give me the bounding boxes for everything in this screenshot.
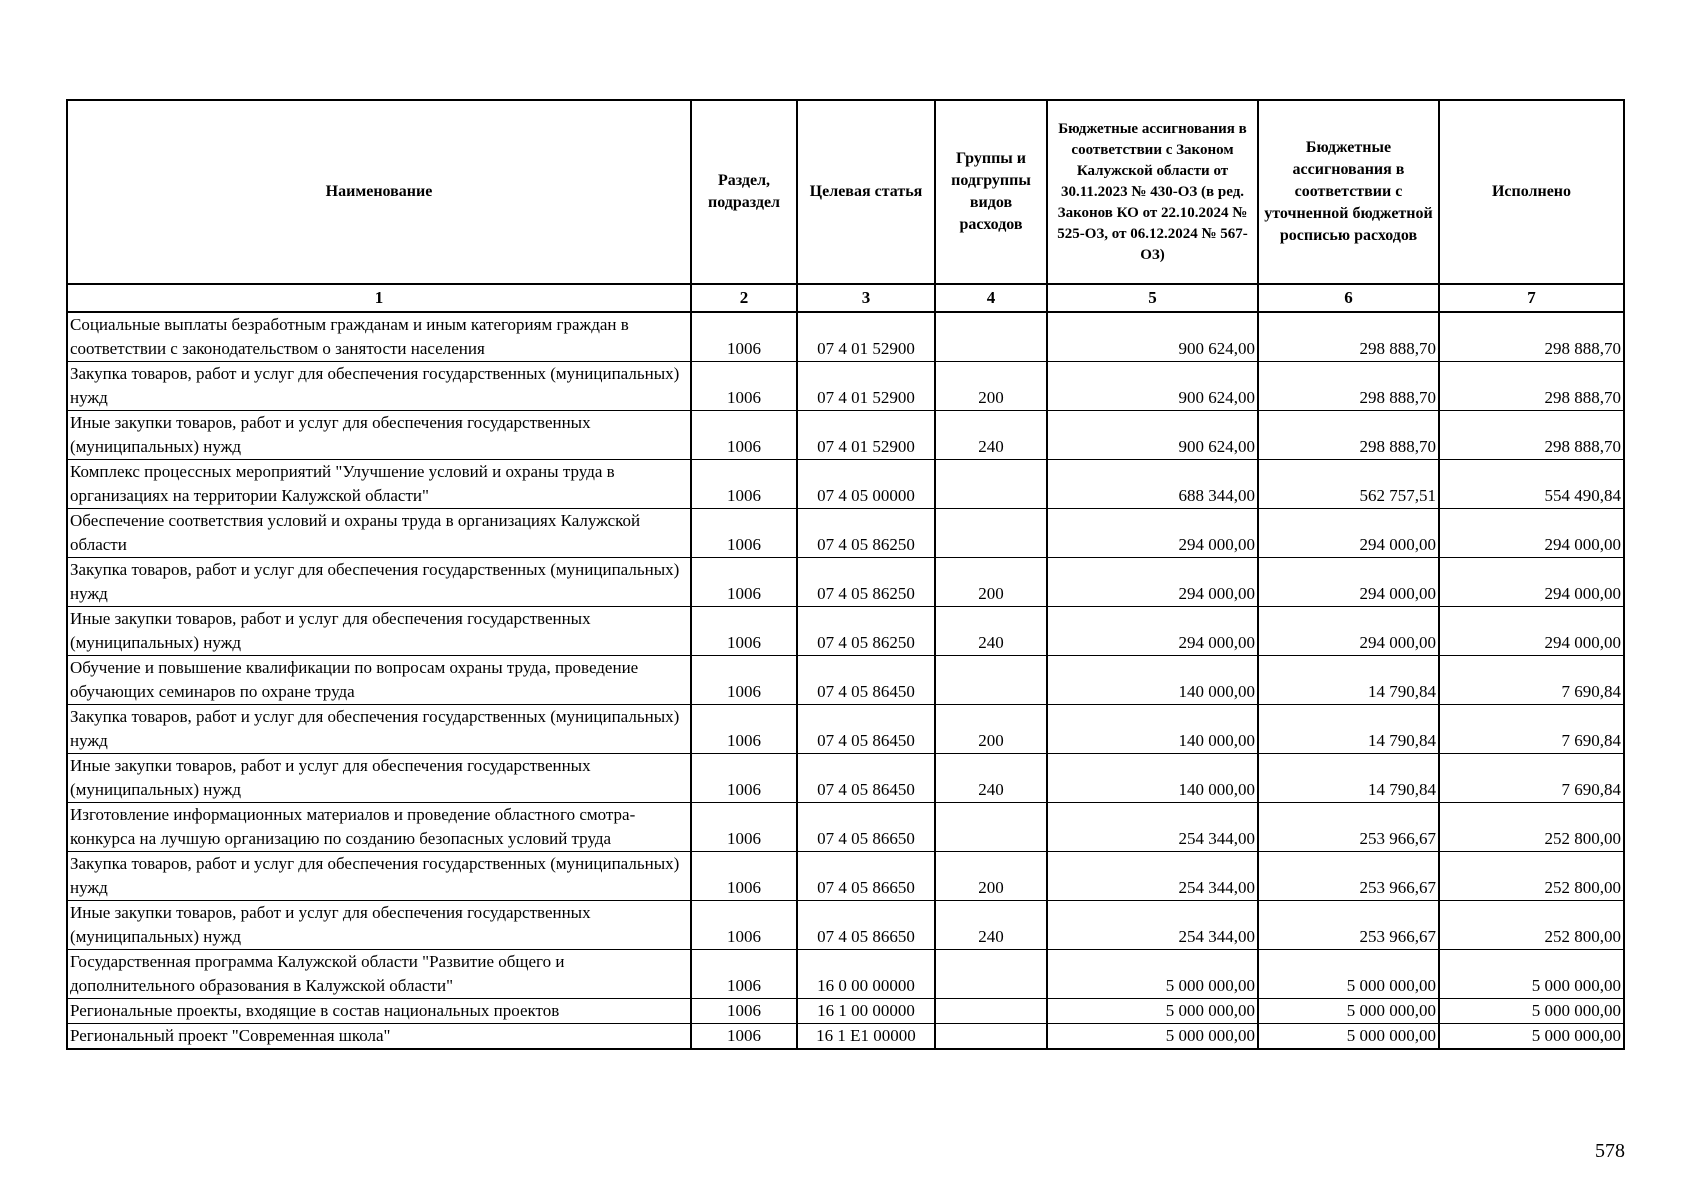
table-row (67, 705, 1624, 754)
cell-expense-group (935, 950, 1047, 999)
cell-executed: 252 800,00 (1439, 803, 1624, 852)
cell-target-article: 07 4 01 52900 (797, 362, 935, 411)
cell-executed: 294 000,00 (1439, 607, 1624, 656)
cell-law-allocation: 900 624,00 (1047, 312, 1258, 362)
cell-section: 1006 (691, 705, 797, 754)
cell-refined-allocation: 253 966,67 (1258, 852, 1439, 901)
cell-target-article: 16 1 00 00000 (797, 999, 935, 1024)
column-number: 4 (935, 284, 1047, 312)
cell-law-allocation: 294 000,00 (1047, 509, 1258, 558)
cell-expense-group: 240 (935, 901, 1047, 950)
table-row (67, 656, 1624, 705)
cell-target-article: 16 1 Е1 00000 (797, 1024, 935, 1050)
cell-section: 1006 (691, 901, 797, 950)
cell-expense-group: 200 (935, 705, 1047, 754)
cell-law-allocation: 254 344,00 (1047, 803, 1258, 852)
cell-executed: 298 888,70 (1439, 362, 1624, 411)
cell-executed: 7 690,84 (1439, 656, 1624, 705)
table-row (67, 509, 1624, 558)
cell-law-allocation: 140 000,00 (1047, 754, 1258, 803)
cell-refined-allocation: 562 757,51 (1258, 460, 1439, 509)
cell-executed: 554 490,84 (1439, 460, 1624, 509)
cell-target-article: 07 4 05 86250 (797, 558, 935, 607)
cell-law-allocation: 900 624,00 (1047, 362, 1258, 411)
cell-expense-group (935, 656, 1047, 705)
cell-target-article: 07 4 05 00000 (797, 460, 935, 509)
cell-section: 1006 (691, 509, 797, 558)
cell-refined-allocation: 294 000,00 (1258, 558, 1439, 607)
cell-target-article: 07 4 05 86450 (797, 754, 935, 803)
cell-name: Комплекс процессных мероприятий "Улучшение условий и охраны труда в организациях на территории Калужской области" (67, 460, 691, 509)
cell-refined-allocation: 14 790,84 (1258, 754, 1439, 803)
cell-name: Иные закупки товаров, работ и услуг для обеспечения государственных (муниципальных) нужд (67, 607, 691, 656)
cell-section: 1006 (691, 312, 797, 362)
table-row (67, 607, 1624, 656)
cell-executed: 298 888,70 (1439, 312, 1624, 362)
cell-section: 1006 (691, 362, 797, 411)
cell-refined-allocation: 298 888,70 (1258, 411, 1439, 460)
table-row (67, 803, 1624, 852)
column-number: 7 (1439, 284, 1624, 312)
cell-executed: 7 690,84 (1439, 705, 1624, 754)
cell-section: 1006 (691, 999, 797, 1024)
column-number: 5 (1047, 284, 1258, 312)
cell-expense-group: 200 (935, 558, 1047, 607)
cell-section: 1006 (691, 950, 797, 999)
cell-law-allocation: 140 000,00 (1047, 656, 1258, 705)
column-number: 3 (797, 284, 935, 312)
cell-name: Социальные выплаты безработным гражданам и иным категориям граждан в соответствии с законодательством о занятости населения (67, 312, 691, 362)
cell-target-article: 07 4 05 86650 (797, 901, 935, 950)
column-number: 2 (691, 284, 797, 312)
cell-law-allocation: 254 344,00 (1047, 852, 1258, 901)
page-number: 578 (1595, 1140, 1625, 1162)
cell-refined-allocation: 14 790,84 (1258, 656, 1439, 705)
header-target-article: Целевая статья (797, 100, 935, 284)
cell-expense-group: 240 (935, 607, 1047, 656)
cell-expense-group (935, 999, 1047, 1024)
cell-law-allocation: 254 344,00 (1047, 901, 1258, 950)
cell-expense-group (935, 460, 1047, 509)
table-row (67, 558, 1624, 607)
header-expense-group: Группы и подгруппы видов расходов (935, 100, 1047, 284)
header-law-allocations: Бюджетные ассигнования в соответствии с Законом Калужской области от 30.11.2023 № 430-ОЗ (в ред. Законов КО от 22.10.2024 № 525-ОЗ, от 06.12.2024 № 567-ОЗ) (1047, 100, 1258, 284)
cell-law-allocation: 140 000,00 (1047, 705, 1258, 754)
cell-name: Региональные проекты, входящие в состав национальных проектов (67, 999, 691, 1024)
cell-refined-allocation: 5 000 000,00 (1258, 1024, 1439, 1050)
table-row (67, 312, 1624, 362)
header-executed: Исполнено (1439, 100, 1624, 284)
cell-name: Изготовление информационных материалов и проведение областного смотра-конкурса на лучшую организацию по созданию безопасных условий труда (67, 803, 691, 852)
cell-law-allocation: 900 624,00 (1047, 411, 1258, 460)
cell-name: Иные закупки товаров, работ и услуг для обеспечения государственных (муниципальных) нужд (67, 901, 691, 950)
cell-target-article: 07 4 05 86450 (797, 705, 935, 754)
cell-refined-allocation: 298 888,70 (1258, 312, 1439, 362)
cell-section: 1006 (691, 803, 797, 852)
cell-expense-group: 200 (935, 362, 1047, 411)
cell-target-article: 07 4 05 86250 (797, 607, 935, 656)
cell-section: 1006 (691, 656, 797, 705)
cell-executed: 252 800,00 (1439, 901, 1624, 950)
cell-executed: 5 000 000,00 (1439, 950, 1624, 999)
cell-law-allocation: 294 000,00 (1047, 607, 1258, 656)
cell-section: 1006 (691, 460, 797, 509)
cell-name: Закупка товаров, работ и услуг для обеспечения государственных (муниципальных) нужд (67, 852, 691, 901)
header-section: Раздел, подраздел (691, 100, 797, 284)
table-row (67, 999, 1624, 1024)
cell-target-article: 07 4 05 86650 (797, 852, 935, 901)
cell-target-article: 07 4 05 86250 (797, 509, 935, 558)
table-row (67, 754, 1624, 803)
cell-refined-allocation: 5 000 000,00 (1258, 950, 1439, 999)
column-number: 1 (67, 284, 691, 312)
cell-law-allocation: 5 000 000,00 (1047, 1024, 1258, 1050)
cell-refined-allocation: 253 966,67 (1258, 901, 1439, 950)
table-header-row (67, 100, 1624, 284)
cell-law-allocation: 294 000,00 (1047, 558, 1258, 607)
cell-name: Региональный проект "Современная школа" (67, 1024, 691, 1050)
cell-refined-allocation: 294 000,00 (1258, 509, 1439, 558)
table-row (67, 950, 1624, 999)
cell-target-article: 07 4 01 52900 (797, 312, 935, 362)
cell-executed: 294 000,00 (1439, 509, 1624, 558)
cell-name: Закупка товаров, работ и услуг для обеспечения государственных (муниципальных) нужд (67, 558, 691, 607)
cell-section: 1006 (691, 607, 797, 656)
cell-target-article: 07 4 05 86650 (797, 803, 935, 852)
cell-expense-group: 240 (935, 411, 1047, 460)
cell-name: Обучение и повышение квалификации по вопросам охраны труда, проведение обучающих семинаров по охране труда (67, 656, 691, 705)
column-number: 6 (1258, 284, 1439, 312)
cell-refined-allocation: 14 790,84 (1258, 705, 1439, 754)
table-body (67, 312, 1624, 1049)
cell-section: 1006 (691, 411, 797, 460)
cell-law-allocation: 688 344,00 (1047, 460, 1258, 509)
cell-section: 1006 (691, 1024, 797, 1050)
cell-refined-allocation: 5 000 000,00 (1258, 999, 1439, 1024)
cell-refined-allocation: 294 000,00 (1258, 607, 1439, 656)
table-column-numbers-row (67, 284, 1624, 312)
cell-law-allocation: 5 000 000,00 (1047, 999, 1258, 1024)
cell-name: Обеспечение соответствия условий и охраны труда в организациях Калужской области (67, 509, 691, 558)
cell-expense-group: 240 (935, 754, 1047, 803)
cell-section: 1006 (691, 754, 797, 803)
table-row (67, 460, 1624, 509)
cell-refined-allocation: 253 966,67 (1258, 803, 1439, 852)
table-row (67, 411, 1624, 460)
cell-section: 1006 (691, 852, 797, 901)
cell-name: Государственная программа Калужской области "Развитие общего и дополнительного образования в Калужской области" (67, 950, 691, 999)
cell-executed: 252 800,00 (1439, 852, 1624, 901)
cell-executed: 5 000 000,00 (1439, 999, 1624, 1024)
cell-name: Закупка товаров, работ и услуг для обеспечения государственных (муниципальных) нужд (67, 362, 691, 411)
cell-expense-group (935, 312, 1047, 362)
header-name: Наименование (67, 100, 691, 284)
cell-executed: 5 000 000,00 (1439, 1024, 1624, 1050)
cell-refined-allocation: 298 888,70 (1258, 362, 1439, 411)
cell-target-article: 16 0 00 00000 (797, 950, 935, 999)
cell-executed: 298 888,70 (1439, 411, 1624, 460)
table-row (67, 852, 1624, 901)
table-row (67, 362, 1624, 411)
cell-target-article: 07 4 01 52900 (797, 411, 935, 460)
cell-law-allocation: 5 000 000,00 (1047, 950, 1258, 999)
cell-expense-group: 200 (935, 852, 1047, 901)
budget-execution-table (66, 99, 1625, 1050)
cell-name: Иные закупки товаров, работ и услуг для обеспечения государственных (муниципальных) нужд (67, 411, 691, 460)
cell-expense-group (935, 1024, 1047, 1050)
cell-target-article: 07 4 05 86450 (797, 656, 935, 705)
table-row (67, 901, 1624, 950)
header-refined-allocations: Бюджетные ассигнования в соответствии с уточненной бюджетной росписью расходов (1258, 100, 1439, 284)
cell-executed: 7 690,84 (1439, 754, 1624, 803)
table-row (67, 1024, 1624, 1050)
cell-name: Закупка товаров, работ и услуг для обеспечения государственных (муниципальных) нужд (67, 705, 691, 754)
cell-expense-group (935, 803, 1047, 852)
cell-section: 1006 (691, 558, 797, 607)
cell-expense-group (935, 509, 1047, 558)
cell-executed: 294 000,00 (1439, 558, 1624, 607)
cell-name: Иные закупки товаров, работ и услуг для обеспечения государственных (муниципальных) нужд (67, 754, 691, 803)
